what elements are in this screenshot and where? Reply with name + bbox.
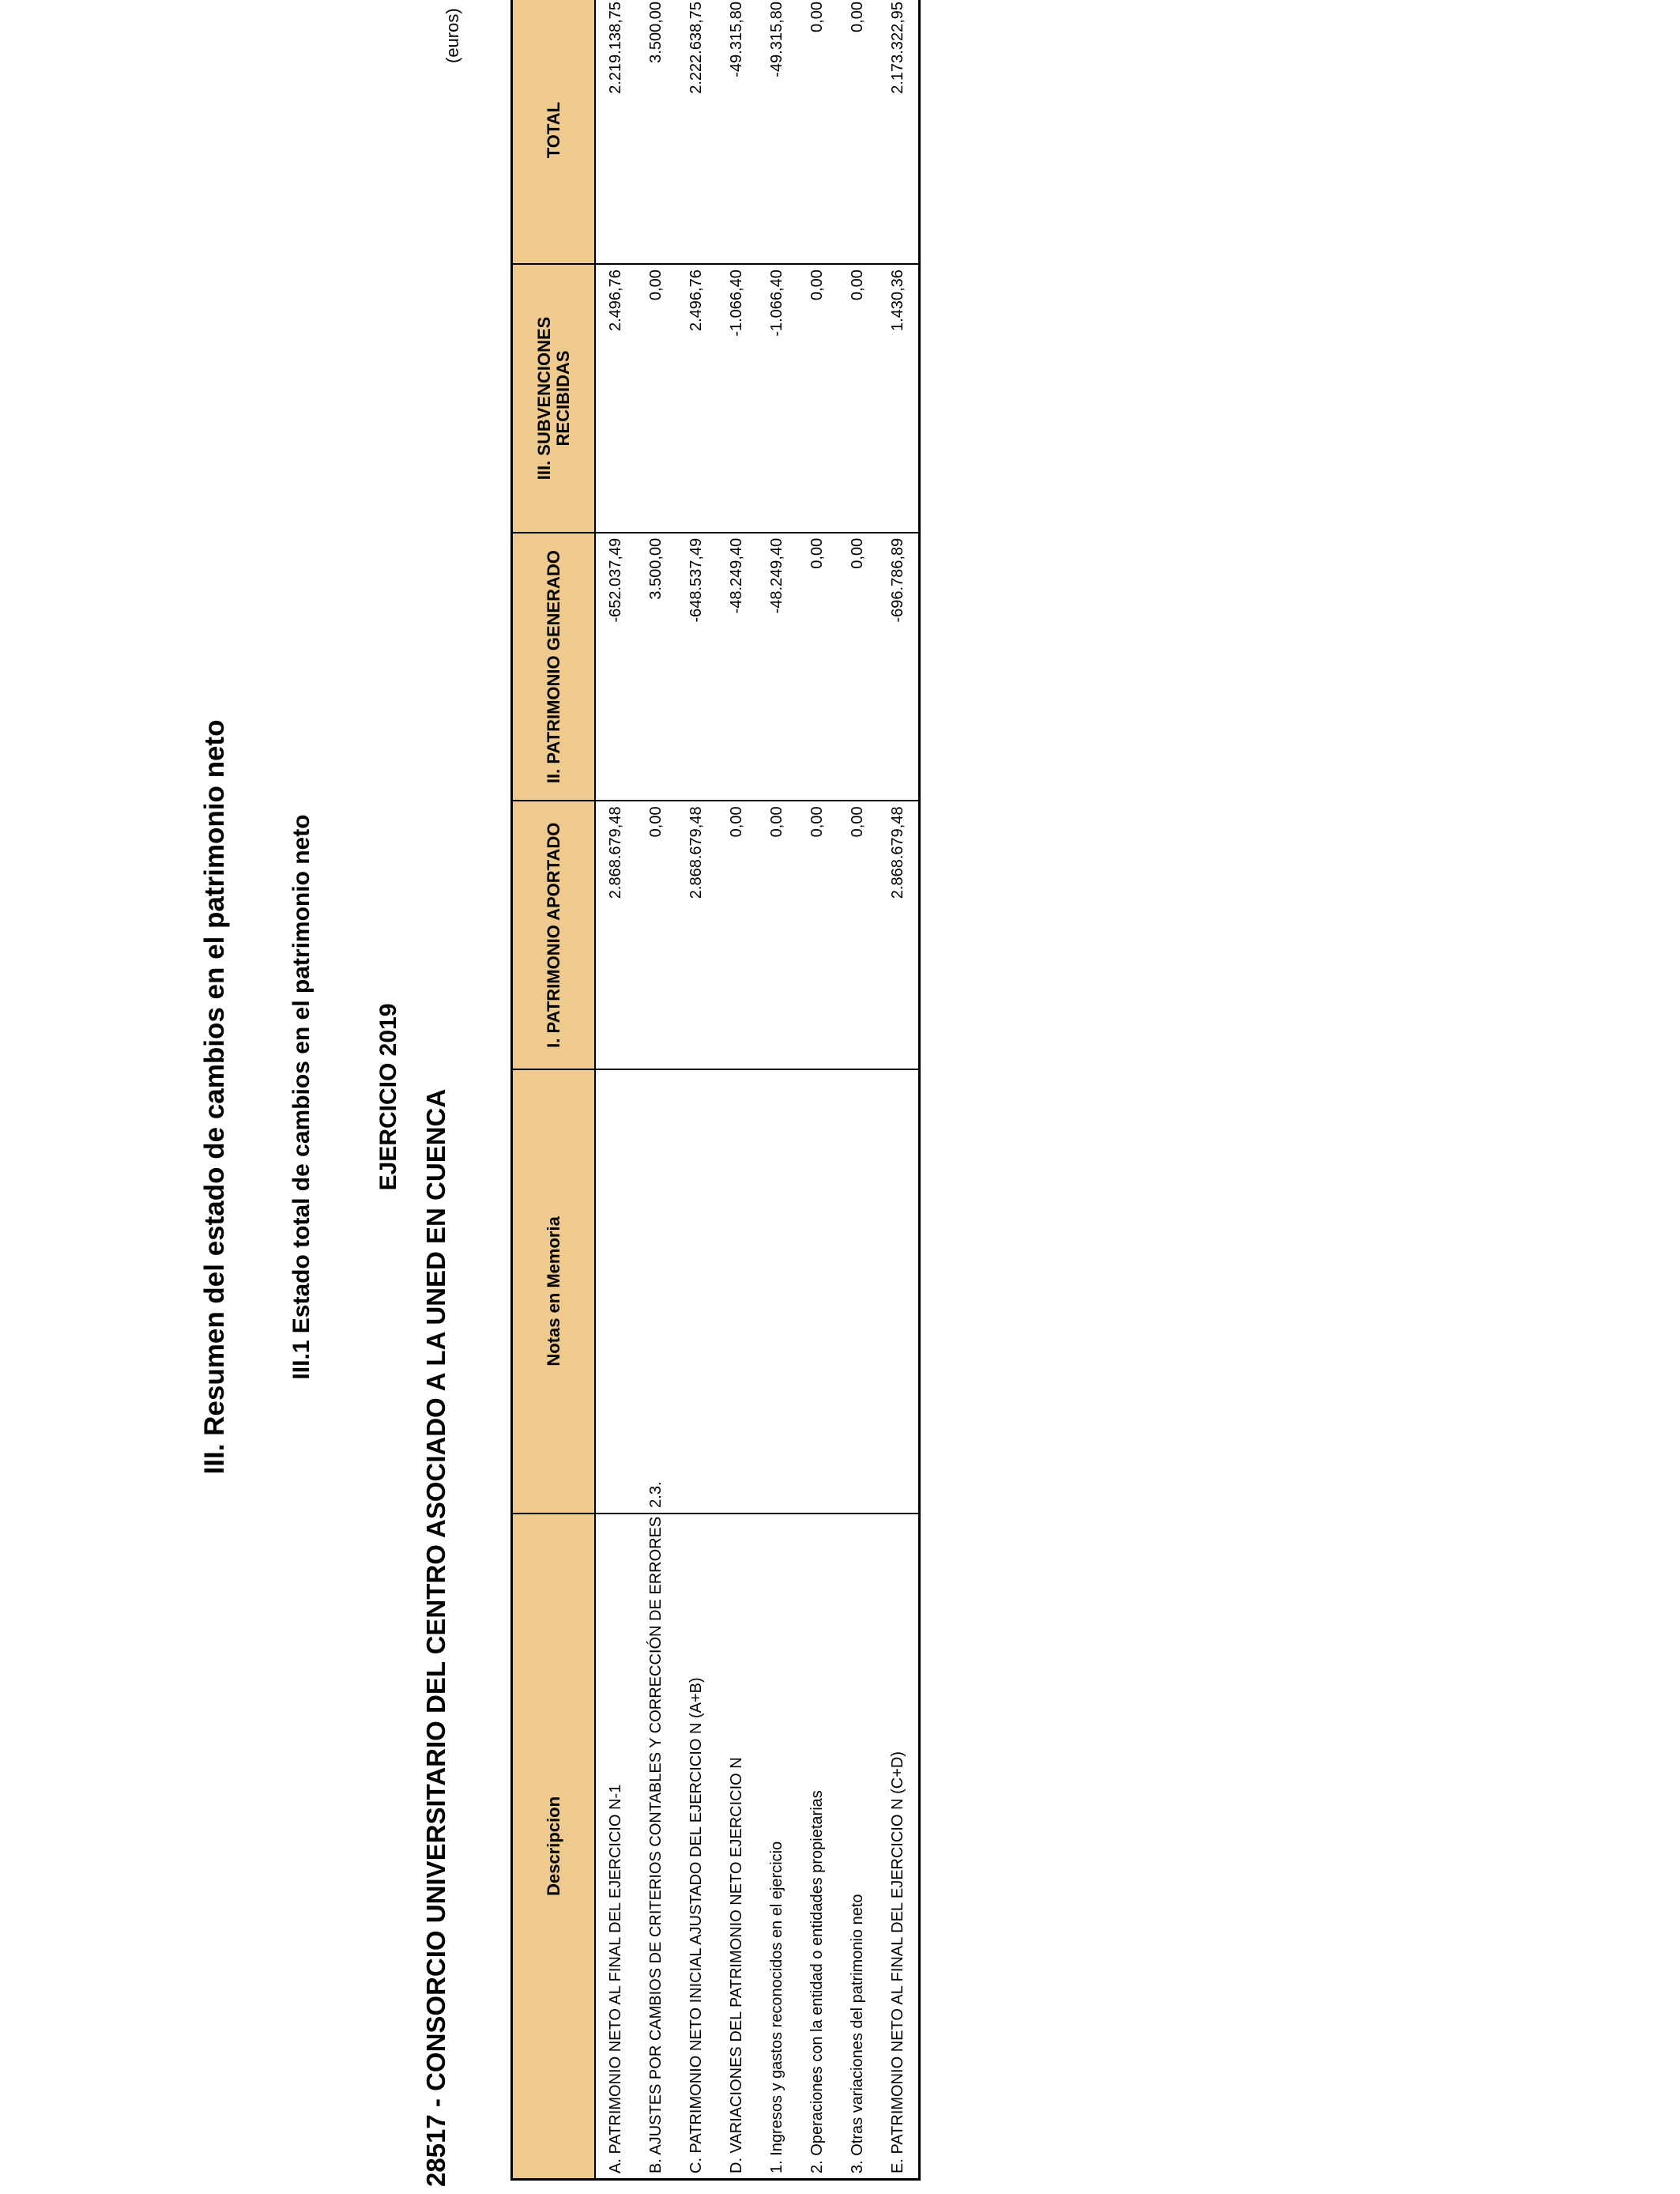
equity-changes-table <box>510 0 921 2181</box>
table-row <box>797 0 838 2180</box>
row-aportado: 0,00 <box>797 801 838 1069</box>
report-title: III. Resumen del estado de cambios en el patrimonio neto <box>199 719 230 1475</box>
row-total: 2.173.322,95 <box>878 0 920 264</box>
table-row <box>595 0 636 2180</box>
row-total: 0,00 <box>797 0 838 264</box>
row-total: 0,00 <box>838 0 878 264</box>
row-generado: 0,00 <box>797 533 838 801</box>
column-header-subvenciones: III. SUBVENCIONES RECIBIDAS <box>512 264 596 533</box>
row-aportado: 0,00 <box>757 801 797 1069</box>
row-description: E. PATRIMONIO NETO AL FINAL DEL EJERCICIO N (C+D) <box>878 1514 920 2180</box>
row-generado: -648.537,49 <box>676 533 717 801</box>
row-subvenciones: 0,00 <box>797 264 838 533</box>
row-notes <box>676 1069 717 1514</box>
row-notes <box>757 1069 797 1514</box>
row-description: D. VARIACIONES DEL PATRIMONIO NETO EJERCICIO N <box>717 1514 757 2180</box>
entity-name: 28517 - CONSORCIO UNIVERSITARIO DEL CENTRO ASOCIADO A LA UNED EN CUENCA <box>421 1088 450 2187</box>
table-row <box>878 0 920 2180</box>
table-row <box>717 0 757 2180</box>
table-row <box>838 0 878 2180</box>
row-aportado: 2.868.679,48 <box>878 801 920 1069</box>
row-total: 2.219.138,75 <box>595 0 636 264</box>
row-generado: -652.037,49 <box>595 533 636 801</box>
row-generado: -48.249,40 <box>757 533 797 801</box>
row-notes <box>797 1069 838 1514</box>
row-subvenciones: 0,00 <box>636 264 676 533</box>
exercise-label: EJERCICIO 2019 <box>375 1003 401 1191</box>
column-header-generado: II. PATRIMONIO GENERADO <box>512 533 596 801</box>
table-row <box>676 0 717 2180</box>
table-row <box>636 0 676 2180</box>
row-aportado: 0,00 <box>838 801 878 1069</box>
row-aportado: 2.868.679,48 <box>595 801 636 1069</box>
row-subvenciones: 1.430,36 <box>878 264 920 533</box>
row-description: B. AJUSTES POR CAMBIOS DE CRITERIOS CONTABLES Y CORRECCIÓN DE ERRORES <box>636 1514 676 2180</box>
row-notes <box>717 1069 757 1514</box>
column-header-aportado: I. PATRIMONIO APORTADO <box>512 801 596 1069</box>
column-header-notes: Notas en Memoria <box>512 1069 596 1514</box>
row-subvenciones: 2.496,76 <box>676 264 717 533</box>
row-description: 1. Ingresos y gastos reconocidos en el ejercicio <box>757 1514 797 2180</box>
row-notes <box>878 1069 920 1514</box>
row-subvenciones: 0,00 <box>838 264 878 533</box>
row-notes <box>838 1069 878 1514</box>
row-generado: -696.786,89 <box>878 533 920 801</box>
row-generado: -48.249,40 <box>717 533 757 801</box>
row-subvenciones: 2.496,76 <box>595 264 636 533</box>
row-total: 3.500,00 <box>636 0 676 264</box>
row-aportado: 0,00 <box>717 801 757 1069</box>
row-notes <box>595 1069 636 1514</box>
row-description: A. PATRIMONIO NETO AL FINAL DEL EJERCICIO N-1 <box>595 1514 636 2180</box>
row-total: -49.315,80 <box>757 0 797 264</box>
units-label: (euros) <box>443 8 462 63</box>
row-aportado: 2.868.679,48 <box>676 801 717 1069</box>
row-description: 3. Otras variaciones del patrimonio neto <box>838 1514 878 2180</box>
row-description: C. PATRIMONIO NETO INICIAL AJUSTADO DEL EJERCICIO N (A+B) <box>676 1514 717 2180</box>
row-notes: 2.3. <box>636 1069 676 1514</box>
row-description: 2. Operaciones con la entidad o entidades propietarias <box>797 1514 838 2180</box>
row-subvenciones: -1.066,40 <box>757 264 797 533</box>
table-row <box>757 0 797 2180</box>
row-generado: 3.500,00 <box>636 533 676 801</box>
row-total: -49.315,80 <box>717 0 757 264</box>
column-header-description: Descripcion <box>512 1514 596 2180</box>
row-aportado: 0,00 <box>636 801 676 1069</box>
row-subvenciones: -1.066,40 <box>717 264 757 533</box>
row-total: 2.222.638,75 <box>676 0 717 264</box>
table-header-row <box>512 0 596 2180</box>
row-generado: 0,00 <box>838 533 878 801</box>
column-header-total: TOTAL <box>512 0 596 264</box>
report-subtitle: III.1 Estado total de cambios en el patrimonio neto <box>288 814 315 1380</box>
